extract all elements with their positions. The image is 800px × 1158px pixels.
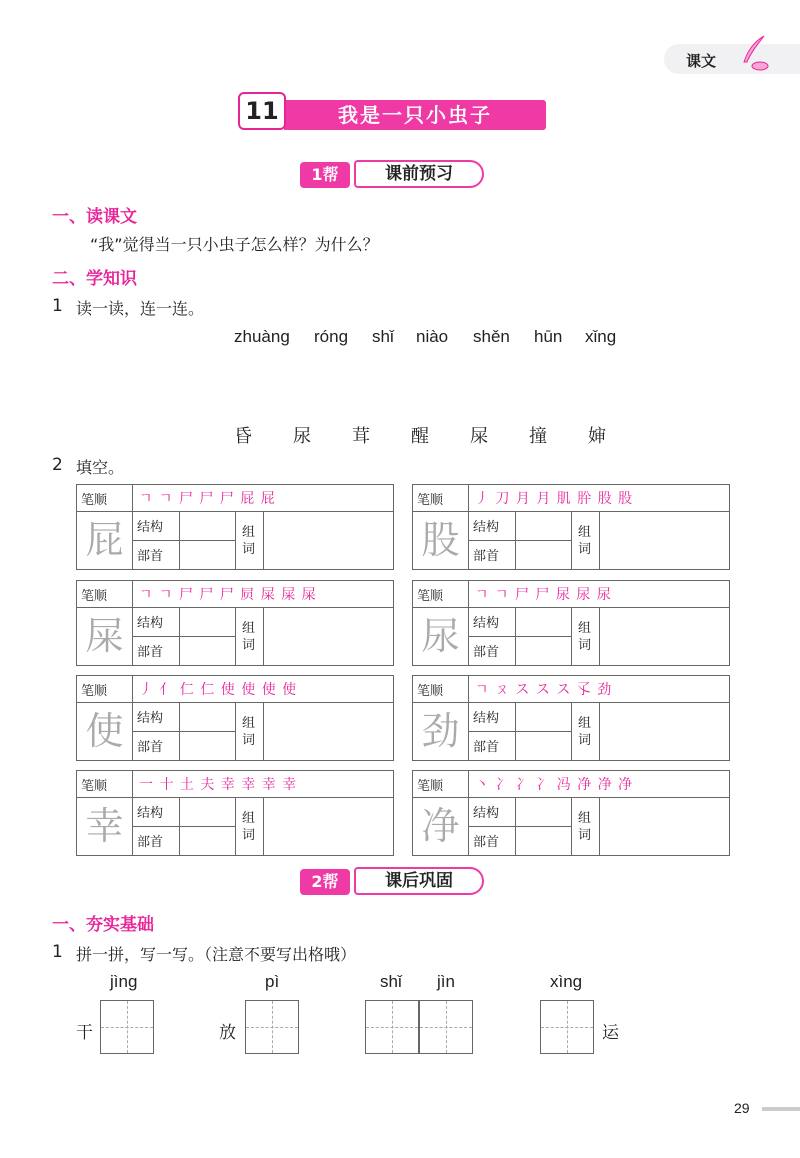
radical-label: 部首 (473, 835, 500, 850)
pinyin-label: jìn (437, 972, 455, 991)
word-char: 干 (76, 1023, 93, 1043)
stroke-order-label: 笔顺 (81, 589, 108, 604)
stroke-order-label: 笔顺 (81, 684, 108, 699)
structure-label: 结构 (137, 806, 164, 821)
divider (571, 511, 572, 569)
divider (468, 676, 469, 760)
model-character: 净 (421, 804, 460, 848)
words-label: 组词 (578, 716, 592, 748)
stroke-order-label: 笔顺 (417, 684, 444, 699)
words-label: 组词 (578, 621, 592, 653)
character-box (76, 770, 394, 856)
words-label: 组词 (578, 525, 592, 557)
model-character: 尿 (421, 614, 460, 658)
pinyin-item: xǐng (585, 327, 617, 346)
section-header-review (300, 867, 490, 897)
section-label: 课后巩固 (354, 867, 484, 895)
word-char: 放 (219, 1023, 236, 1043)
divider (468, 540, 572, 541)
divider (599, 511, 600, 569)
divider (571, 797, 572, 855)
hanzi-item: 醒 (411, 426, 429, 447)
divider (599, 797, 600, 855)
model-character: 使 (85, 709, 124, 753)
divider (515, 511, 516, 569)
writing-grid[interactable] (245, 1000, 299, 1054)
character-box (76, 580, 394, 666)
model-character: 屁 (85, 518, 124, 562)
divider (179, 797, 180, 855)
model-character: 劲 (421, 709, 460, 753)
divider (179, 702, 180, 760)
heading-basics: 一、夯实基础 (52, 915, 154, 935)
radical-label: 部首 (137, 549, 164, 564)
question-instruction: 读一读，连一连。 (76, 299, 205, 318)
structure-label: 结构 (473, 711, 500, 726)
divider (515, 797, 516, 855)
radical-label: 部首 (137, 740, 164, 755)
section-badge: 2帮 (300, 869, 350, 895)
stroke-order-label: 笔顺 (417, 589, 444, 604)
hanzi-item: 婶 (588, 426, 606, 447)
divider (235, 797, 236, 855)
divider (132, 485, 133, 569)
heading-read-text: 一、读课文 (52, 207, 137, 227)
hanzi-item: 尿 (293, 426, 311, 447)
stroke-order: 一 十 土 夫 幸 幸 幸 幸 (139, 777, 298, 793)
stroke-order: 丿 刀 月 月 肌 肸 股 股 (475, 491, 634, 507)
writing-grid[interactable] (540, 1000, 594, 1054)
structure-label: 结构 (473, 806, 500, 821)
section-badge: 1帮 (300, 162, 350, 188)
hanzi-item: 屎 (470, 426, 488, 447)
character-box (76, 484, 394, 570)
page-number: 29 (734, 1100, 750, 1116)
divider (571, 607, 572, 665)
radical-label: 部首 (473, 740, 500, 755)
word-char: 运 (602, 1023, 619, 1043)
divider (132, 826, 236, 827)
divider (263, 511, 264, 569)
divider (571, 702, 572, 760)
divider (515, 607, 516, 665)
divider (468, 771, 469, 855)
question-instruction: 填空。 (76, 458, 125, 477)
divider (468, 826, 572, 827)
divider (235, 511, 236, 569)
hanzi-item: 茸 (352, 426, 370, 447)
divider (599, 702, 600, 760)
chapter-tag (664, 44, 800, 74)
radical-label: 部首 (137, 645, 164, 660)
divider (179, 511, 180, 569)
pinyin-item: shǐ (372, 327, 394, 346)
question-number: 2 (52, 455, 63, 475)
words-label: 组词 (242, 525, 256, 557)
writing-grid[interactable] (419, 1000, 473, 1054)
section-header-preview (300, 160, 490, 190)
divider (515, 702, 516, 760)
pinyin-label: shǐ (380, 972, 402, 991)
divider (132, 731, 236, 732)
structure-label: 结构 (473, 616, 500, 631)
divider (179, 607, 180, 665)
hanzi-item: 昏 (234, 426, 252, 447)
pinyin-item: hūn (534, 327, 563, 346)
question-instruction: 拼一拼，写一写。（注意不要写出格哦） (76, 945, 357, 964)
question-number: 1 (52, 942, 63, 962)
pinyin-item: zhuàng (234, 327, 290, 346)
writing-grid[interactable] (365, 1000, 419, 1054)
radical-label: 部首 (473, 549, 500, 564)
divider (132, 771, 133, 855)
pinyin-label: pì (265, 972, 280, 991)
divider (235, 702, 236, 760)
divider (132, 581, 133, 665)
chapter-tag-label: 课文 (686, 52, 717, 70)
structure-label: 结构 (137, 520, 164, 535)
character-box (412, 675, 730, 761)
pinyin-label: xìng (550, 972, 583, 991)
pinyin-item: shěn (473, 327, 510, 346)
character-box (412, 770, 730, 856)
character-box (412, 484, 730, 570)
stroke-order: 丶 冫 冫 冫 冯 净 净 净 (475, 777, 634, 793)
divider (263, 702, 264, 760)
section-label: 课前预习 (354, 160, 484, 188)
divider (468, 581, 469, 665)
model-character: 幸 (85, 804, 124, 848)
words-label: 组词 (578, 811, 592, 843)
stroke-order: ㄱ ㄱ 尸 尸 尿 尿 尿 (475, 587, 612, 603)
stroke-order: ㄱ ㄱ 尸 尸 尸 屁 屁 (139, 491, 276, 507)
words-label: 组词 (242, 716, 256, 748)
model-character: 股 (421, 518, 460, 562)
divider (132, 636, 236, 637)
radical-label: 部首 (473, 645, 500, 660)
writing-grid[interactable] (100, 1000, 154, 1054)
divider (132, 676, 133, 760)
lesson-number: 11 (238, 92, 286, 130)
lesson-title-text: 我是一只小虫子 (284, 100, 546, 130)
divider (235, 607, 236, 665)
question-number: 1 (52, 296, 63, 316)
radical-label: 部首 (137, 835, 164, 850)
stroke-order-label: 笔顺 (81, 493, 108, 508)
divider (468, 485, 469, 569)
quill-ink-icon (734, 34, 774, 72)
lesson-title (238, 88, 548, 134)
hanzi-item: 撞 (529, 426, 547, 447)
stroke-order-label: 笔顺 (81, 779, 108, 794)
divider (263, 607, 264, 665)
pinyin-item: róng (314, 327, 349, 346)
stroke-order: 丿 亻 仁 仁 使 使 使 使 (139, 682, 298, 698)
question-text: “我”觉得当一只小虫子怎么样？为什么？ (90, 235, 379, 254)
structure-label: 结构 (473, 520, 500, 535)
page-number-bar (762, 1107, 800, 1111)
stroke-order-label: 笔顺 (417, 493, 444, 508)
pinyin-label: jìng (110, 972, 138, 991)
stroke-order: ㄱ ㄱ 尸 尸 尸 屃 屎 屎 屎 (139, 587, 317, 603)
structure-label: 结构 (137, 711, 164, 726)
divider (263, 797, 264, 855)
model-character: 屎 (85, 614, 124, 658)
pinyin-item: niào (416, 327, 449, 346)
character-box (76, 675, 394, 761)
stroke-order: ㄱ ㄡ ス ス ス 孓 劲 (475, 682, 613, 698)
heading-learn: 二、学知识 (52, 269, 137, 289)
divider (468, 636, 572, 637)
divider (468, 731, 572, 732)
divider (132, 540, 236, 541)
words-label: 组词 (242, 811, 256, 843)
character-box (412, 580, 730, 666)
words-label: 组词 (242, 621, 256, 653)
divider (599, 607, 600, 665)
stroke-order-label: 笔顺 (417, 779, 444, 794)
structure-label: 结构 (137, 616, 164, 631)
